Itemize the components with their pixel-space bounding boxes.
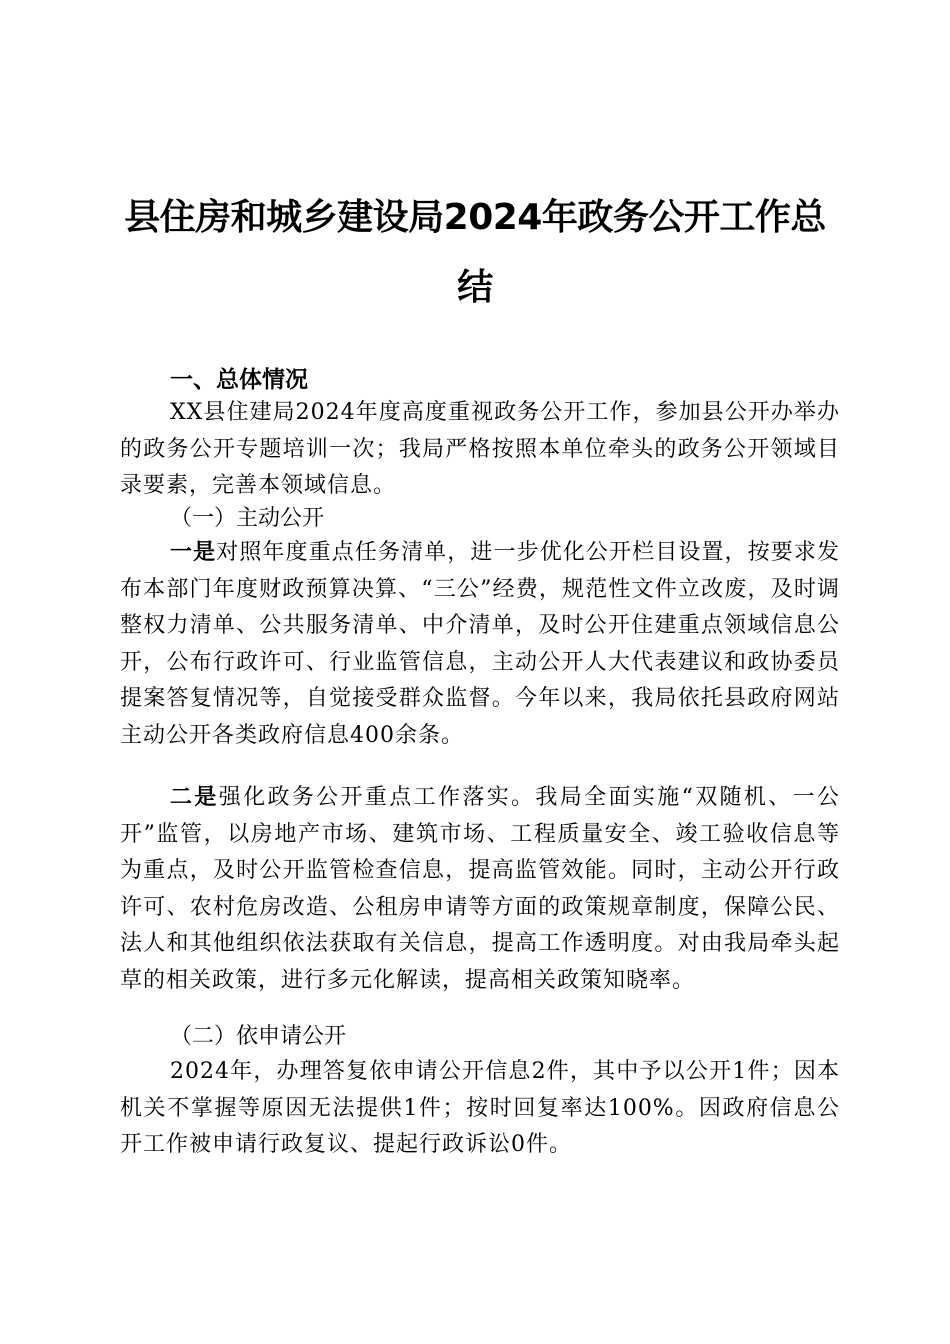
- document-title-line1: 县住房和城乡建设局2024年政务公开工作总: [124, 197, 826, 238]
- section-heading-overview: 一、总体情况: [170, 367, 308, 393]
- paragraph-lead-2: 二是: [170, 785, 219, 810]
- document-title-line2: 结: [457, 267, 493, 308]
- paragraph-proactive-1: [120, 535, 840, 754]
- subsection-heading-request: （二）依申请公开: [170, 1024, 347, 1049]
- paragraph-request: 2024年，办理答复依申请公开信息2件，其中予以公开1件；因本机关不掌握等原因无法提供1件；按时回复率达100%。因政府信息公开工作被申请行政复议、提起行政诉讼0件。: [120, 1059, 840, 1157]
- paragraph-proactive-2: [120, 780, 840, 999]
- paragraph-body-2: 强化政务公开重点工作落实。我局全面实施“双随机、一公开”监管，以房地产市场、建筑市场、工程质量安全、竣工验收信息等为重点，及时公开监管检查信息，提高监管效能。同时，主动公开行政许可、农村危房改造、公租房申请等方面的政策规章制度，保障公民、法人和其他组织依法获取有关信息，提高工作透明度。对由我局牵头起草的相关政策，进行多元化解读，提高相关政策知晓率。: [120, 785, 840, 993]
- paragraph-overview: XX县住建局2024年度高度重视政务公开工作，参加县公开办举办的政务公开专题培训一次；我局严格按照本单位牵头的政务公开领域目录要素，完善本领域信息。: [120, 400, 840, 498]
- paragraph-lead-1: 一是: [170, 540, 217, 565]
- subsection-heading-proactive: （一）主动公开: [170, 506, 325, 531]
- paragraph-body-1: 对照年度重点任务清单，进一步优化公开栏目设置，按要求发布本部门年度财政预算决算、“三公”经费，规范性文件立改废，及时调整权力清单、公共服务清单、中介清单，及时公开住建重点领域信息公开，公布行政许可、行业监管信息，主动公开人大代表建议和政协委员提案答复情况等，自觉接受群众监督。今年以来，我局依托县政府网站主动公开各类政府信息400余条。: [120, 540, 840, 748]
